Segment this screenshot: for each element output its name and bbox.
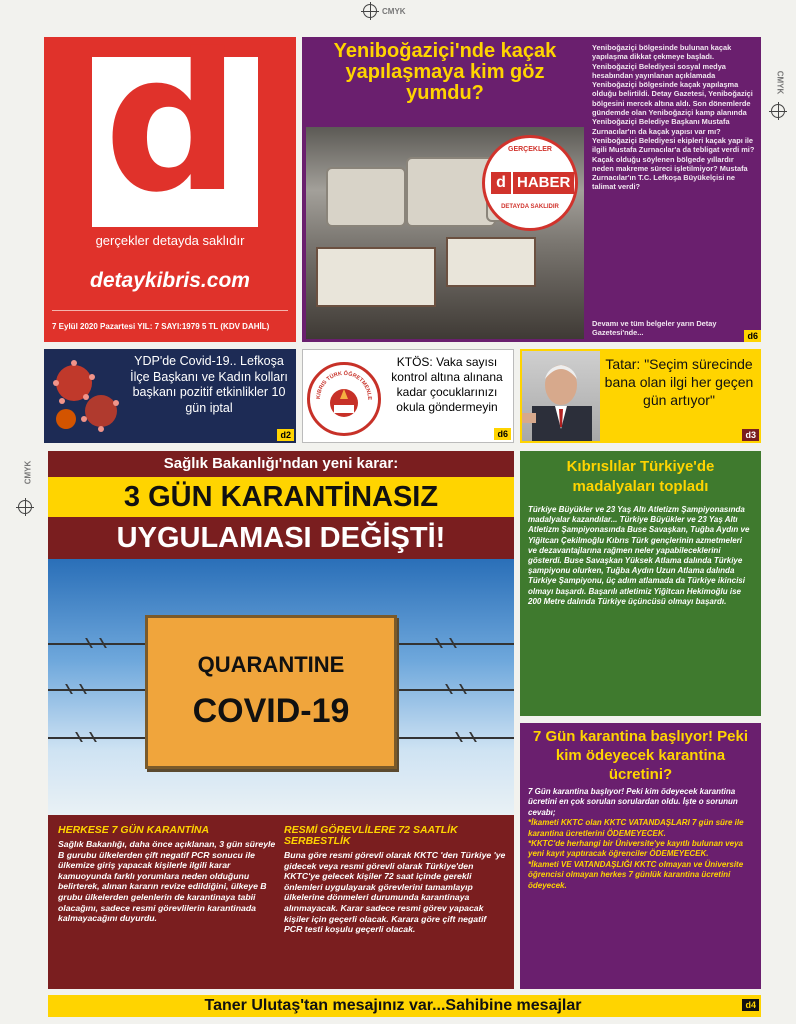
quarantine-sign bbox=[145, 615, 397, 769]
teaser-text: KTÖS: Vaka sayısı kontrol altına alınana kadar çocuklarınızı okula göndermeyin bbox=[391, 355, 503, 414]
logo-letter: d bbox=[104, 13, 235, 234]
masthead bbox=[44, 13, 296, 342]
list-item: *KKTC'de herhangi bir Üniversite'ye kayıtlı bulunan veya yeni kayıt yaptıracak öğrenciler ÖDEMEYECEK. bbox=[528, 839, 743, 859]
main-story-text bbox=[48, 815, 514, 989]
column-body: Buna göre resmi görevli olarak KKTC 'den Türkiye 'ye gidecek veya resmi görevli olarak Türkiye'den KKTC'ye gelecek kişiler 72 saat içinde gerekli önlemleri uygulayarak görevlerini tamamlayıp ülkelerine dönmeleri durumunda karantinaya alınmayacak. Karar sadece resmi görev yapacak kişiler için geçerli olacak. Karara göre çift negatif PCR testi koşulu geçerli olacak. bbox=[284, 850, 506, 935]
main-kicker: Sağlık Bakanlığı'ndan yeni karar: bbox=[48, 451, 514, 477]
registration-mark-icon bbox=[18, 500, 32, 514]
sign-line1: QUARANTINE bbox=[197, 652, 345, 677]
teaser-text: YDP'de Covid-19.. Lefkoşa İlçe Başkanı ve Kadın kolları başkanı pozitif etkinlikler 10 gün iptal bbox=[130, 354, 288, 415]
ktos-logo-text: KIBRIS TÜRK ÖĞRETMENLE bbox=[315, 370, 373, 401]
quarantine-fee-story bbox=[520, 723, 761, 989]
column-body: Sağlık Bakanlığı, daha önce açıklanan, 3 gün süreyle B gurubu ülkelerden çift negatif PCR sonucu ile ülkemize giriş yapacak kişilerle ilgili karar kamuoyunda farklı yorumlara neden olduğunu belirterek, alınan kararın revize edildiğini, ülkeye B grubu ülkelerden gelenlerin de karantinaya tabii olacağını, sadece resmi görevlilerin karantinada kalmayacağını duyurdu. bbox=[58, 839, 276, 924]
teaser-ydp[interactable] bbox=[44, 349, 296, 443]
teaser-ktos[interactable] bbox=[302, 349, 514, 443]
logo bbox=[92, 13, 258, 234]
top-story-more[interactable]: Devamı ve tüm belgeler yarın Detay Gazetesi'nde... bbox=[592, 319, 717, 338]
page-tag: d2 bbox=[277, 429, 294, 441]
page-tag: d6 bbox=[494, 428, 511, 440]
ktos-logo-icon bbox=[307, 362, 381, 436]
cmyk-mark: CMYK bbox=[775, 70, 785, 95]
quarantine-fee-headline[interactable]: 7 Gün karantina başlıyor! Peki kim ödeyecek karantina ücretini? bbox=[532, 728, 749, 783]
stamp-top-text: GERÇEKLER bbox=[508, 146, 552, 153]
quarantine-fee-body bbox=[528, 787, 753, 891]
top-story-body: Yeniboğaziçi bölgesinde bulunan kaçak yapılaşma dikkat çekmeye başladı. Yeniboğaziçi Belediyesi sosyal medya hesabından yayınlanan açıklamada Yeniboğaziçi bölgesinde kaçak yapılaşma olduğu belirtildi. Detay Gazetesi, Yeniboğaziçi bölgesini mercek altına aldı. Son dönemlerde gündemde olan Yeniboğaziçi kamp alanında Yeniboğaziçi Belediye Başkanı Mustafa Zurnacılar'ın da kaçak yapısı var mı? Yeniboğaziçi Belediyesi ekipleri kaçak yapı ile ilgili Mustafa Zurnacılar'a da tebligat verdi mi? Kaçak olduğu söylenen bölgede yıllardır neden makreme süreci işletilmiyor? Mustafa Zurnacılar'ın T.C. Lefkoşa Büyükelçisi ne talimat verdi? bbox=[592, 43, 755, 192]
column-2 bbox=[284, 825, 506, 935]
stamp-bottom-text: DETAYDA SAKLIDIR bbox=[501, 204, 559, 210]
registration-mark-icon bbox=[363, 4, 377, 18]
main-headline-line1[interactable]: 3 GÜN KARANTİNASIZ bbox=[48, 477, 514, 517]
sport-body: Türkiye Büyükler ve 23 Yaş Altı Atletizm Şampiyonasında madalyalar kazandılar... Türkiye Büyükler ve 23 Yaş Altı Atletizm Şampiyonasında Buse Savaşkan, Tuğba Aydın ve Yiğitcan Çekilmoğlu Kıbrıs Türk gençlerinin azmetmeleri ve dezavantajlarına rağmen neler yapabileceklerini gösterdi. Buse Savaşkan Yüksek Atlama dalında Türkiye şampiyonu olurken, Tuğba Aydın Uzun Atlama dalında Türkiye Şampiyonu, üç adım atlamada da Türkiye ikincisi olmayı başardı. Başarılı atletimiz Yiğitcan Hekimoğlu ise 200 Metre dalında Türkiye üçüncüsü olmayı başardı. bbox=[528, 505, 750, 606]
page-tag: d6 bbox=[744, 330, 761, 342]
top-story-headline[interactable]: Yeniboğaziçi'nde kaçak yapılaşmaya kim göz yumdu? bbox=[333, 40, 557, 104]
website-link[interactable]: detaykibris.com bbox=[90, 269, 250, 292]
quarantine-photo bbox=[48, 559, 514, 815]
column-heading: RESMİ GÖREVLİLERE 72 SAATLİK SERBESTLİK bbox=[284, 824, 458, 847]
intro-text: 7 Gün karantina başlıyor! Peki kim ödeyecek karantina ücretini en çok sorulan sorulardan oldu. İşte o sorunun cevabı; bbox=[528, 787, 738, 817]
page-tag: d3 bbox=[742, 429, 759, 441]
top-story bbox=[302, 37, 761, 342]
list-item: *İkameti VE VATANDAŞLIĞI KKTC olmayan ve Üniversite öğrencisi olmayan herkes 7 günlük karantina ücretini ödeyecek. bbox=[528, 859, 744, 890]
teaser-tatar[interactable] bbox=[520, 349, 761, 443]
sport-story bbox=[520, 451, 761, 716]
list-item: *İkameti KKTC olan KKTC VATANDAŞLARI 7 gün süre ile karantina ücretlerini ÖDEMEYECEK. bbox=[528, 818, 744, 838]
stamp-word: HABER bbox=[513, 172, 574, 194]
teaser-text: Tatar: "Seçim sürecinde bana olan ilgi her geçen gün artıyor" bbox=[604, 356, 754, 408]
cmyk-mark: CMYK bbox=[23, 460, 33, 485]
virus-icon bbox=[46, 353, 126, 439]
cmyk-mark: CMYK bbox=[382, 7, 406, 16]
page-tag: d4 bbox=[742, 999, 759, 1011]
tatar-photo bbox=[522, 351, 600, 441]
bottom-banner[interactable] bbox=[48, 995, 761, 1017]
divider bbox=[52, 310, 288, 311]
sign-line2: COVID-19 bbox=[192, 692, 350, 730]
registration-mark-icon bbox=[771, 104, 785, 118]
column-1 bbox=[58, 825, 280, 924]
bottom-banner-text: Taner Ulutaş'tan mesajınız var...Sahibine mesajlar bbox=[204, 997, 582, 1014]
column-heading: HERKESE 7 GÜN KARANTİNA bbox=[58, 824, 210, 836]
issue-line: 7 Eylül 2020 Pazartesi YIL: 7 SAYI:1979 5 TL (KDV DAHİL) bbox=[52, 322, 270, 331]
slogan: gerçekler detayda saklıdır bbox=[95, 233, 245, 248]
haber-stamp bbox=[482, 135, 578, 231]
stamp-letter: d bbox=[491, 172, 511, 194]
main-headline-line2[interactable]: UYGULAMASI DEĞİŞTİ! bbox=[48, 517, 514, 559]
sport-headline[interactable]: Kıbrıslılar Türkiye'de madalyaları topladı bbox=[566, 458, 715, 495]
